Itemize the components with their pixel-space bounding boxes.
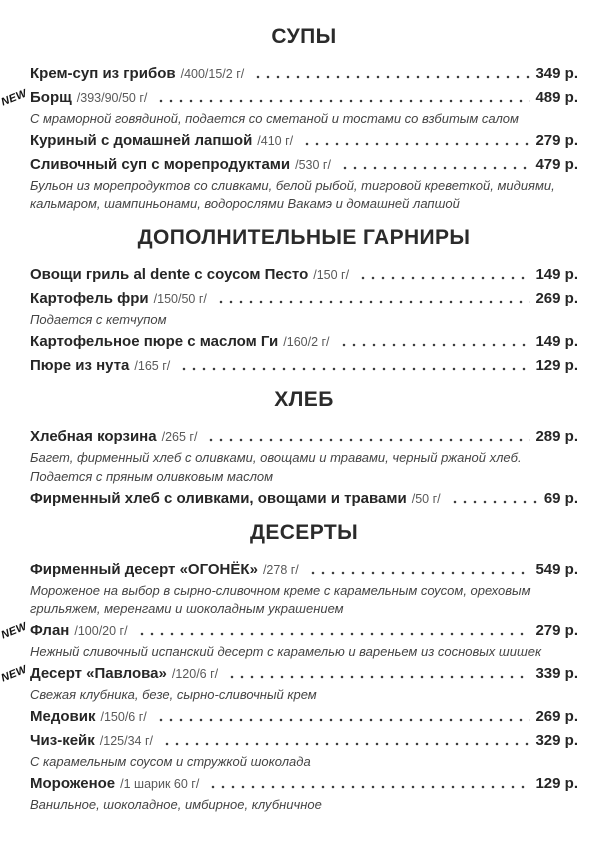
menu-item-row — [30, 775, 578, 793]
item-price: 129 р. — [535, 775, 578, 792]
item-description: Подается с кетчупом — [30, 312, 167, 327]
item-price: 329 р. — [535, 732, 578, 749]
new-badge: NEW — [0, 87, 29, 109]
menu-item-row — [30, 732, 578, 750]
item-weight: /165 г/ — [134, 359, 171, 373]
new-badge: NEW — [0, 663, 29, 685]
dotted-leader — [160, 738, 530, 750]
item-weight: /125/34 г/ — [99, 734, 154, 748]
item-name: Сливочный суп с морепродуктами — [30, 156, 291, 173]
dotted-leader — [300, 138, 530, 150]
item-description: С мраморной говядиной, подается со сметаной и тостами со взбитым салом — [30, 111, 519, 126]
menu-item-row — [30, 65, 578, 83]
menu-item-row — [30, 266, 578, 284]
section-title: ХЛЕБ — [274, 388, 334, 411]
item-description: Ванильное, шоколадное, имбирное, клубничное — [30, 797, 322, 812]
item-weight: /100/20 г/ — [74, 624, 128, 638]
dotted-leader — [177, 363, 530, 375]
item-description: Бульон из морепродуктов со сливками, белой рыбой, тигровой креветкой, мидиями, кальмаром, шампиньонами, водорослями Вакамэ и домашней лапшой — [30, 178, 555, 211]
item-name: Десерт «Павлова» — [30, 665, 167, 682]
item-name: Мороженое — [30, 775, 116, 792]
dotted-leader — [204, 434, 530, 446]
item-name: Медовик — [30, 708, 96, 725]
item-description: Свежая клубника, безе, сырно-сливочный крем — [30, 687, 317, 702]
item-price: 149 р. — [535, 266, 578, 283]
item-name: Крем-суп из грибов — [30, 65, 176, 82]
item-name: Картофельное пюре с маслом Ги — [30, 333, 279, 350]
dotted-leader — [448, 496, 539, 508]
item-weight: /410 г/ — [257, 134, 294, 148]
menu-item-row — [30, 132, 578, 150]
item-weight: /265 г/ — [161, 430, 198, 444]
item-weight: /393/90/50 г/ — [76, 91, 148, 105]
dotted-leader — [306, 567, 531, 579]
item-description: Подается с пряным оливковым маслом — [30, 469, 274, 484]
menu-item-row — [30, 428, 578, 446]
item-price: 269 р. — [535, 290, 578, 307]
menu-item-row — [30, 490, 578, 508]
item-description: Багет, фирменный хлеб с оливками, овощами и травами, черный ржаной хлеб. — [30, 450, 522, 465]
item-name: Овощи гриль al dente с соусом Песто — [30, 266, 309, 283]
dotted-leader — [356, 272, 530, 284]
item-weight: /150/6 г/ — [100, 710, 147, 724]
section-title: ДЕСЕРТЫ — [249, 521, 359, 544]
item-name: Куриный с домашней лапшой — [30, 132, 253, 149]
item-price: 489 р. — [535, 89, 578, 106]
item-description: Мороженое на выбор в сырно-сливочном креме с карамельным соусом, ореховым грильяжем, меренгами и шоколадным украшением — [30, 583, 531, 616]
item-price: 289 р. — [535, 428, 578, 445]
dotted-leader — [206, 781, 530, 793]
item-price: 279 р. — [535, 622, 578, 639]
item-price: 149 р. — [535, 333, 578, 350]
item-description: Нежный сливочный испанский десерт с карамелью и вареньем из сосновых шишек — [30, 644, 542, 659]
menu-item-row — [30, 708, 578, 726]
item-weight: /150/50 г/ — [153, 292, 207, 306]
dotted-leader — [154, 714, 531, 726]
item-name: Фирменный десерт «ОГОНЁК» — [30, 561, 258, 578]
new-badge: NEW — [0, 620, 29, 642]
item-weight: /278 г/ — [262, 563, 299, 577]
dotted-leader — [251, 71, 530, 83]
item-price: 279 р. — [535, 132, 578, 149]
dotted-leader — [154, 95, 530, 107]
menu-item-row — [30, 290, 578, 308]
item-weight: /160/2 г/ — [283, 335, 330, 349]
item-price: 269 р. — [535, 708, 578, 725]
section-title: СУПЫ — [271, 25, 337, 48]
item-weight: /120/6 г/ — [171, 667, 219, 681]
dotted-leader — [225, 671, 530, 683]
item-name: Чиз-кейк — [30, 732, 95, 749]
item-price: 549 р. — [535, 561, 578, 578]
item-name: Фирменный хлеб с оливками, овощами и травами — [30, 490, 407, 507]
item-weight: /50 г/ — [411, 492, 441, 506]
item-name: Хлебная корзина — [30, 428, 157, 445]
menu-item-row — [0, 663, 578, 685]
item-weight: /150 г/ — [313, 268, 350, 282]
item-price: 479 р. — [535, 156, 578, 173]
menu-item-row — [30, 156, 578, 174]
item-description: С карамельным соусом и стружкой шоколада — [30, 754, 311, 769]
dotted-leader — [135, 628, 531, 640]
dotted-leader — [337, 339, 531, 351]
dotted-leader — [214, 296, 531, 308]
item-name: Пюре из нута — [30, 357, 130, 374]
item-name: Борщ — [30, 89, 72, 106]
item-weight: /1 шарик 60 г/ — [120, 777, 200, 791]
menu-item-row — [30, 357, 578, 375]
menu-item-row — [0, 87, 578, 109]
item-price: 339 р. — [535, 665, 578, 682]
item-weight: /530 г/ — [295, 158, 331, 172]
menu-item-row — [30, 561, 578, 579]
item-price: 69 р. — [543, 490, 578, 507]
menu-item-row — [30, 333, 578, 351]
item-name: Картофель фри — [30, 290, 149, 307]
dotted-leader — [338, 162, 531, 174]
item-name: Флан — [30, 622, 70, 639]
section-title: ДОПОЛНИТЕЛЬНЫЕ ГАРНИРЫ — [137, 226, 471, 249]
menu-item-row — [0, 620, 578, 642]
item-price: 129 р. — [535, 357, 578, 374]
item-price: 349 р. — [535, 65, 578, 82]
item-weight: /400/15/2 г/ — [180, 67, 245, 81]
